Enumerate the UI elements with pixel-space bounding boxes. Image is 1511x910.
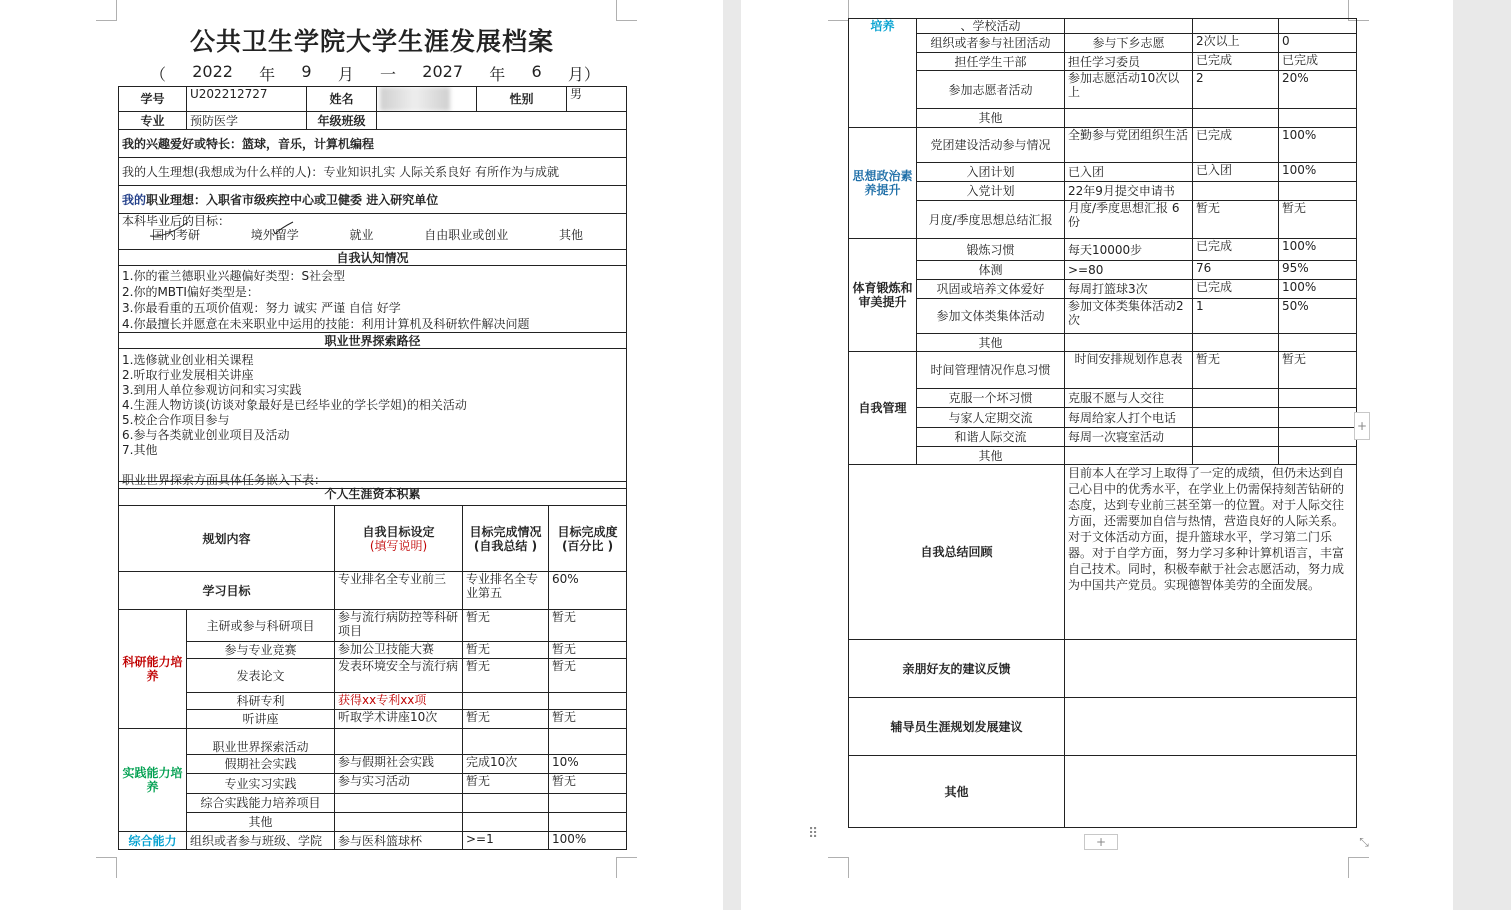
cell-rate[interactable] [1279, 428, 1357, 447]
cell-rate[interactable]: 50% [1279, 299, 1357, 334]
cell-rate[interactable] [1279, 182, 1357, 201]
cell-setting[interactable]: 专业排名全专业前三 [335, 572, 463, 610]
cell-setting[interactable]: 全勤参与党团组织生活 [1065, 128, 1193, 163]
id-label: 学号 [119, 87, 187, 112]
row-item: 其他 [187, 813, 335, 832]
gender-label: 性别 [477, 87, 567, 112]
explore-title: 职业世界探索路径 [119, 333, 627, 349]
cell-setting[interactable] [1065, 447, 1193, 465]
cell-setting[interactable]: 每周一次寝室活动 [1065, 428, 1193, 447]
gender-value[interactable]: 男 [567, 87, 627, 112]
grade-label: 年级班级 [307, 112, 377, 130]
self-item: 3.你最看重的五项价值观：努力 诚实 严谨 自信 好学 [122, 301, 401, 315]
date-range: （ 2022 年 9 月 一 2027 年 6 月） [150, 62, 600, 84]
row-item: 其他 [917, 447, 1065, 465]
cell-rate[interactable] [549, 794, 627, 813]
capital-table [118, 481, 627, 850]
cell-rate[interactable]: 暂无 [549, 642, 627, 659]
header-setting: 自我目标设定 (填写说明) [335, 506, 463, 572]
cell-setting[interactable]: 已入团 [1065, 163, 1193, 182]
row-item: 时间管理情况作息习惯 [917, 352, 1065, 389]
cell-status[interactable] [1193, 408, 1279, 428]
self-awareness-title: 自我认知情况 [119, 250, 627, 266]
crop-mark [828, 857, 849, 878]
row-item: 与家人定期交流 [917, 408, 1065, 428]
advisor-value[interactable] [1065, 698, 1357, 756]
cell-status[interactable] [463, 794, 549, 813]
cell-status[interactable]: 76 [1193, 261, 1279, 280]
cell-rate[interactable] [1279, 19, 1357, 34]
cell-rate[interactable]: 暂无 [549, 710, 627, 729]
cell-rate[interactable]: 100% [1279, 163, 1357, 182]
cell-setting[interactable]: 22年9月提交申请书 [1065, 182, 1193, 201]
row-item: 参加文体类集体活动 [917, 299, 1065, 334]
row-item: 其他 [917, 109, 1065, 128]
row-item: 担任学生干部 [917, 53, 1065, 71]
cell-rate[interactable] [549, 729, 627, 755]
goal-row [119, 214, 627, 250]
name-label: 姓名 [307, 87, 377, 112]
cell-setting[interactable]: 每周给家人打个电话 [1065, 408, 1193, 428]
cell-setting[interactable] [335, 813, 463, 832]
group-practice: 实践能力培养 [119, 729, 187, 832]
cell-status[interactable] [1193, 334, 1279, 352]
cell-setting[interactable]: 参加公卫技能大赛 [335, 642, 463, 659]
cell-rate[interactable]: 暂无 [549, 610, 627, 642]
cell-setting[interactable]: 克服不愿与人交往 [1065, 389, 1193, 408]
row-item: 听讲座 [187, 710, 335, 729]
row-item: 和谐人际交流 [917, 428, 1065, 447]
cell-status[interactable]: 已入团 [1193, 163, 1279, 182]
cell-rate[interactable] [1279, 389, 1357, 408]
cell-status[interactable] [1193, 389, 1279, 408]
explore-item: 3.到用人单位参观访问和实习实践 [122, 383, 302, 397]
cell-status[interactable] [1193, 428, 1279, 447]
self-awareness-list[interactable] [119, 266, 627, 333]
row-item: 入党计划 [917, 182, 1065, 201]
goal-option-domestic[interactable]: 国内考研 [152, 228, 200, 242]
review-text[interactable]: 目前本人在学习上取得了一定的成绩，但仍未达到自己心目中的优秀水平，在学业上仍需保持刻苦钻研的态度，达到专业前三甚至第一的位置。对于人际交往方面，还需要加自信与热情，营造良好的人际关系。对于文体活动方面，提升篮球水平，学习第二门乐器。对于自学方面，努力学习多种计算机语言，丰富自己技术。同时，积极奉献于社会志愿活动，努力成为中国共产党员。实现德智体美劳的全面发展。 [1065, 465, 1357, 640]
cell-status[interactable] [1193, 447, 1279, 465]
cell-status[interactable] [463, 813, 549, 832]
other-value[interactable] [1065, 756, 1357, 828]
cell-rate[interactable]: 100% [549, 832, 627, 850]
cell-setting[interactable] [335, 729, 463, 755]
cell-setting[interactable] [1065, 19, 1193, 34]
cell-status[interactable]: 暂无 [463, 774, 549, 794]
row-item: 入团计划 [917, 163, 1065, 182]
goal-option-other[interactable]: 其他 [558, 228, 583, 242]
cell-setting[interactable]: 参与流行病防控等科研项目 [335, 610, 463, 642]
cell-setting[interactable]: 每周打篮球3次 [1065, 280, 1193, 299]
group-comprehensive-tail: 培养 [849, 19, 917, 128]
advisor-label: 辅导员生涯规划发展建议 [849, 698, 1065, 756]
cell-status[interactable] [1193, 19, 1279, 34]
cell-setting[interactable]: 每天10000步 [1065, 239, 1193, 261]
group-research: 科研能力培养 [119, 610, 187, 729]
crop-mark [616, 0, 637, 21]
row-item: 克服一个坏习惯 [917, 389, 1065, 408]
cell-rate[interactable]: 95% [1279, 261, 1357, 280]
group-comprehensive: 综合能力 [119, 832, 187, 850]
row-item: 巩固或培养文体爱好 [917, 280, 1065, 299]
group-sports: 体育锻炼和审美提升 [849, 239, 917, 352]
cell-status[interactable]: 暂无 [463, 642, 549, 659]
explore-item: 5.校企合作项目参与 [122, 413, 230, 427]
cell-rate[interactable] [549, 693, 627, 710]
cell-rate[interactable] [549, 813, 627, 832]
cell-status[interactable]: 1 [1193, 299, 1279, 334]
self-item: 2.你的MBTI偏好类型是： [122, 285, 259, 299]
self-item: 4.你最擅长并愿意在未来职业中运用的技能：利用计算机及科研软件解决问题 [122, 317, 530, 331]
cell-status[interactable]: 2次以上 [1193, 34, 1279, 53]
cell-rate[interactable]: 100% [1279, 280, 1357, 299]
cell-rate[interactable]: 0 [1279, 34, 1357, 53]
cell-rate[interactable] [1279, 447, 1357, 465]
info-table [118, 86, 627, 489]
major-value[interactable]: 预防医学 [187, 112, 307, 130]
cell-setting[interactable]: 参与下乡志愿 [1065, 34, 1193, 53]
row-item: 参加志愿者活动 [917, 71, 1065, 109]
capital-title: 个人生涯资本积累 [119, 482, 627, 506]
cell-status[interactable] [1193, 109, 1279, 128]
cell-setting[interactable]: 获得xx专利xx项 [335, 693, 463, 710]
cell-status[interactable] [463, 729, 549, 755]
major-label: 专业 [119, 112, 187, 130]
row-item: 假期社会实践 [187, 755, 335, 774]
header-rate: 目标完成度 (百分比 ) [549, 506, 627, 572]
cell-setting[interactable]: 参与医科篮球杯 [335, 832, 463, 850]
cell-rate[interactable]: 已完成 [1279, 53, 1357, 71]
row-item: 主研或参与科研项目 [187, 610, 335, 642]
cell-rate[interactable] [1279, 109, 1357, 128]
cell-status[interactable]: 暂无 [463, 710, 549, 729]
cell-status[interactable]: 暂无 [1193, 201, 1279, 239]
study-label: 学习目标 [119, 572, 335, 610]
explore-item: 1.选修就业创业相关课程 [122, 353, 254, 367]
add-row-button[interactable]: + [1084, 834, 1118, 850]
row-item: 组织或者参与班级、学院 [187, 832, 335, 850]
crop-mark [828, 0, 849, 21]
cell-rate[interactable]: 10% [549, 755, 627, 774]
row-item: 组织或者参与社团活动 [917, 34, 1065, 53]
cell-setting[interactable]: 听取学术讲座10次 [335, 710, 463, 729]
row-item: 、学校活动 [917, 19, 1065, 34]
explore-item: 2.听取行业发展相关讲座 [122, 368, 254, 382]
cell-setting[interactable]: 参加文体类集体活动2次 [1065, 299, 1193, 334]
cell-setting[interactable]: 参与假期社会实践 [335, 755, 463, 774]
add-column-button[interactable]: + [1354, 412, 1370, 440]
crop-mark [96, 0, 117, 21]
row-item: 综合实践能力培养项目 [187, 794, 335, 813]
cell-status[interactable]: 专业排名全专业第五 [463, 572, 549, 610]
goal-option-employment[interactable]: 就业 [349, 228, 374, 242]
goal-option-freelance[interactable]: 自由职业或创业 [424, 228, 509, 242]
cell-rate[interactable] [1279, 408, 1357, 428]
row-item: 专业实习实践 [187, 774, 335, 794]
cell-setting[interactable]: >=80 [1065, 261, 1193, 280]
group-self-management: 自我管理 [849, 352, 917, 465]
table-drag-handle-icon[interactable]: ⠿ [808, 826, 819, 842]
row-item: 月度/季度思想总结汇报 [917, 201, 1065, 239]
crop-mark [1348, 857, 1369, 878]
grade-value[interactable] [377, 112, 627, 130]
name-value-redacted [377, 87, 477, 112]
group-political: 思想政治素养提升 [849, 128, 917, 239]
explore-item: 4.生涯人物访谈(访谈对象最好是已经毕业的学长学姐)的相关活动 [122, 398, 467, 412]
explore-list[interactable] [119, 349, 627, 489]
cell-setting[interactable]: 发表环境安全与流行病 [335, 659, 463, 693]
row-item: 锻炼习惯 [917, 239, 1065, 261]
table-resize-icon[interactable]: ⤡ [1359, 835, 1369, 849]
row-item: 发表论文 [187, 659, 335, 693]
row-item: 体测 [917, 261, 1065, 280]
cell-rate[interactable]: 60% [549, 572, 627, 610]
explore-note: 职业世界探索方面具体任务嵌入下表： [122, 473, 327, 487]
row-item: 党团建设活动参与情况 [917, 128, 1065, 163]
goal-label: 本科毕业后的目标： [122, 214, 231, 228]
explore-item: 6.参与各类就业创业项目及活动 [122, 428, 290, 442]
cell-rate[interactable]: 20% [1279, 71, 1357, 109]
cell-status[interactable]: 2 [1193, 71, 1279, 109]
cell-setting[interactable]: 月度/季度思想汇报 6份 [1065, 201, 1193, 239]
cell-rate[interactable]: 暂无 [549, 659, 627, 693]
cell-setting[interactable] [1065, 334, 1193, 352]
row-item: 职业世界探索活动 [187, 729, 335, 755]
cell-setting[interactable]: 时间安排规划作息表 [1065, 352, 1193, 389]
cell-rate[interactable]: 暂无 [1279, 352, 1357, 389]
header-plan: 规划内容 [119, 506, 335, 572]
cell-rate[interactable] [1279, 334, 1357, 352]
cell-setting[interactable] [335, 794, 463, 813]
cell-status[interactable]: 完成10次 [463, 755, 549, 774]
document-page-1 [0, 0, 723, 910]
header-status: 目标完成情况(自我总结 ) [463, 506, 549, 572]
feedback-value[interactable] [1065, 640, 1357, 698]
cell-setting[interactable]: 参加志愿活动10次以上 [1065, 71, 1193, 109]
row-item: 参与专业竞赛 [187, 642, 335, 659]
document-page-2 [741, 0, 1453, 910]
explore-item: 7.其他 [122, 443, 158, 457]
document-title: 公共卫生学院大学生涯发展档案 [189, 27, 554, 56]
cell-status[interactable] [1193, 182, 1279, 201]
cell-status[interactable]: 暂无 [463, 659, 549, 693]
capital-table-continued [848, 18, 1357, 828]
id-value[interactable]: U202212727 [187, 87, 307, 112]
cell-status[interactable]: 暂无 [1193, 352, 1279, 389]
cell-rate[interactable]: 100% [1279, 128, 1357, 163]
crop-mark [96, 857, 117, 878]
cell-setting[interactable]: 参与实习活动 [335, 774, 463, 794]
crop-mark [616, 857, 637, 878]
row-item: 其他 [917, 334, 1065, 352]
cell-rate[interactable]: 100% [1279, 239, 1357, 261]
review-label: 自我总结回顾 [849, 465, 1065, 640]
ideal-row[interactable]: 我的人生理想(我想成为什么样的人)：专业知识扎实 人际关系良好 有所作为与成就 [119, 158, 627, 186]
cell-status[interactable] [463, 693, 549, 710]
row-item: 科研专利 [187, 693, 335, 710]
career-row[interactable]: 我的职业理想：入职省市级疾控中心或卫健委 进入研究单位 [119, 186, 627, 214]
cell-status[interactable]: >=1 [463, 832, 549, 850]
cell-status[interactable]: 已完成 [1193, 53, 1279, 71]
cell-status[interactable]: 已完成 [1193, 280, 1279, 299]
cell-rate[interactable]: 暂无 [1279, 201, 1357, 239]
cell-status[interactable]: 暂无 [463, 610, 549, 642]
cell-status[interactable]: 已完成 [1193, 239, 1279, 261]
cell-setting[interactable]: 担任学习委员 [1065, 53, 1193, 71]
other-label: 其他 [849, 756, 1065, 828]
feedback-label: 亲朋好友的建议反馈 [849, 640, 1065, 698]
goal-option-abroad[interactable]: 境外留学 [251, 228, 299, 242]
cell-status[interactable]: 已完成 [1193, 128, 1279, 163]
cell-rate[interactable]: 暂无 [549, 774, 627, 794]
cell-setting[interactable] [1065, 109, 1193, 128]
hobby-row[interactable]: 我的兴趣爱好或特长：篮球，音乐，计算机编程 [119, 130, 627, 158]
self-item: 1.你的霍兰德职业兴趣偏好类型：S社会型 [122, 269, 346, 283]
